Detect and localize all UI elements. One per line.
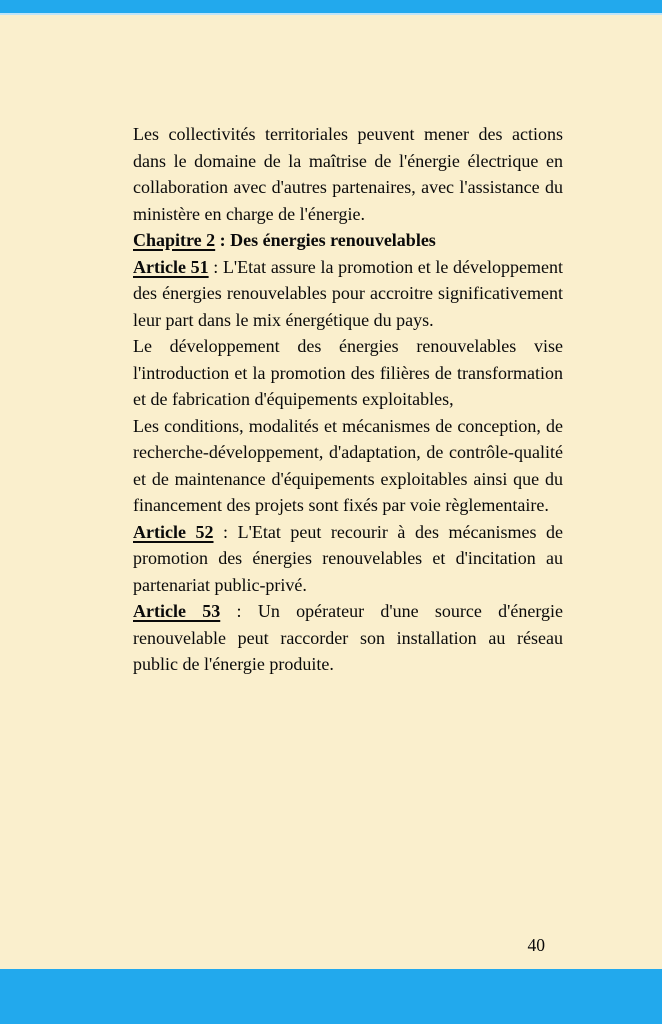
chapter-separator: : <box>215 230 231 250</box>
article-53-text: Un opérateur d'une source d'énergie renouvelable peut raccorder son installation au réseau public de l'énergie produite. <box>133 601 563 674</box>
article-52-separator: : <box>213 521 238 542</box>
article-53 <box>133 598 563 678</box>
chapter-label: Chapitre 2 <box>133 230 216 250</box>
article-53-label: Article 53 <box>133 601 221 621</box>
top-decorative-bar <box>0 0 662 15</box>
document-body <box>133 121 563 678</box>
page-number: 40 <box>527 935 545 955</box>
paragraph-conditions: Les conditions, modalités et mécanismes de conception, de recherche-développement, d'adaptation, de contrôle-qualité et de maintenance d'équipements exploitables ainsi que du financement des projets sont fixés par voie règlementaire. <box>133 415 563 515</box>
article-52-label: Article 52 <box>133 521 214 542</box>
article-52 <box>133 519 563 599</box>
article-51-text: L'Etat assure la promotion et le développement des énergies renouvelables pour accroitre significativement leur part dans le mix énergétique du pays. <box>133 256 563 330</box>
article-52-text: L'Etat peut recourir à des mécanismes de promotion des énergies renouvelables et d'incitation au partenariat public-privé. <box>133 521 563 595</box>
chapter-title: Des énergies renouvelables <box>230 230 436 250</box>
article-51-separator: : <box>208 256 223 277</box>
article-51-label: Article 51 <box>133 256 209 277</box>
paragraph-collectivites: Les collectivités territoriales peuvent mener des actions dans le domaine de la maîtrise de l'énergie électrique en collaboration avec d'autres partenaires, avec l'assistance du ministère en charge de l'énergie. <box>133 124 563 224</box>
chapter-heading <box>133 227 563 254</box>
bottom-decorative-bar <box>0 969 662 1024</box>
article-51 <box>133 254 563 334</box>
paragraph-developpement: Le développement des énergies renouvelables vise l'introduction et la promotion des filières de transformation et de fabrication d'équipements exploitables, <box>133 336 563 409</box>
article-53-separator: : <box>220 601 258 621</box>
